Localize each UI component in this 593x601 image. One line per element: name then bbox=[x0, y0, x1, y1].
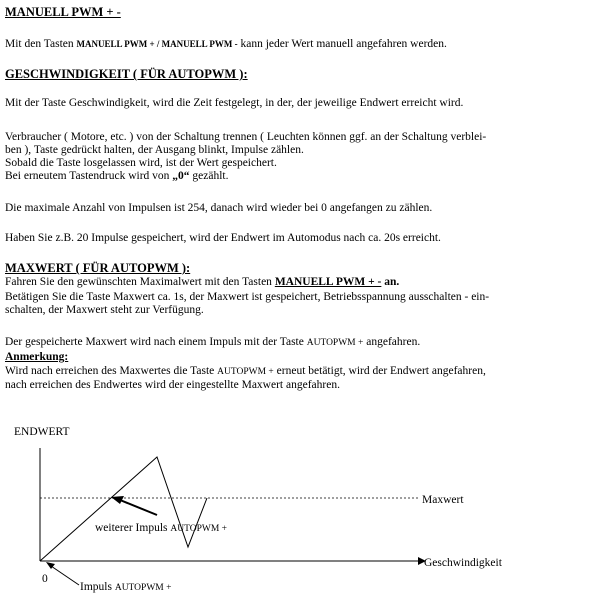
endwert-curve bbox=[40, 457, 207, 561]
x-axis-label: Geschwindigkeit bbox=[424, 557, 502, 569]
impuls-label: Impuls AUTOPWM + bbox=[80, 581, 172, 593]
paragraph-manuell: Mit den Tasten MANUELL PWM + / MANUELL PWM - kann jeder Wert manuell angefahren werden. bbox=[5, 38, 447, 50]
heading-manuell-pwm: MANUELL PWM + - bbox=[5, 5, 121, 19]
origin-label: 0 bbox=[42, 573, 48, 585]
heading-anmerkung: Anmerkung: bbox=[5, 351, 69, 363]
y-axis-label: ENDWERT bbox=[14, 426, 70, 438]
paragraph-beispiel: Haben Sie z.B. 20 Impulse gespeichert, wird der Endwert im Automodus nach ca. 20s erreicht. bbox=[5, 232, 441, 244]
impuls-pointer bbox=[51, 566, 79, 585]
key-name-manuell: MANUELL PWM + / MANUELL PWM - bbox=[76, 39, 238, 49]
paragraph-max-impulse: Die maximale Anzahl von Impulsen ist 254, danach wird wieder bei 0 angefangen zu zählen. bbox=[5, 202, 433, 214]
key-name-maxwert: MANUELL PWM + - bbox=[274, 276, 382, 288]
paragraph-geschwindigkeit-intro: Mit der Taste Geschwindigkeit, wird die Zeit festgelegt, in der, der jeweilige Endwert erreicht wird. bbox=[5, 97, 464, 109]
paragraph-geschwindigkeit-procedure: Verbraucher ( Motore, etc. ) von der Schaltung trennen ( Leuchten können ggf. an der Schaltung verblei- ben ), Taste gedrückt halten, der Ausgang blinkt, Impulse zählen. Sobald die Taste losgelassen wird, ist der Wert gespeichert. Bei erneutem Tastendruck wird von „0“ gezählt. bbox=[5, 131, 487, 182]
heading-geschwindigkeit: GESCHWINDIGKEIT ( FÜR AUTOPWM ): bbox=[5, 67, 248, 81]
paragraph-maxwert-anfahren: Fahren Sie den gewünschten Maximalwert mit den Tasten MANUELL PWM + - an. bbox=[5, 276, 400, 288]
maxwert-label: Maxwert bbox=[422, 494, 464, 506]
paragraph-anmerkung: Wird nach erreichen des Maxwertes die Taste AUTOPWM + erneut betätigt, wird der Endwert angefahren, nach erreichen des Endwertes wird der eingestellte Maxwert angefahren. bbox=[5, 365, 486, 391]
heading-maxwert: MAXWERT ( FÜR AUTOPWM ): bbox=[5, 261, 191, 275]
paragraph-maxwert-anfahren-auto: Der gespeicherte Maxwert wird nach einem Impuls mit der Taste AUTOPWM + angefahren. bbox=[5, 336, 421, 348]
weiterer-impuls-pointer bbox=[120, 500, 157, 515]
weiterer-impuls-label: weiterer Impuls AUTOPWM + bbox=[95, 522, 228, 534]
paragraph-maxwert-speichern: Betätigen Sie die Taste Maxwert ca. 1s, der Maxwert ist gespeichert, Betriebsspannung ausschalten - ein- schalten, der Maxwert steht zur Verfügung. bbox=[5, 291, 490, 316]
